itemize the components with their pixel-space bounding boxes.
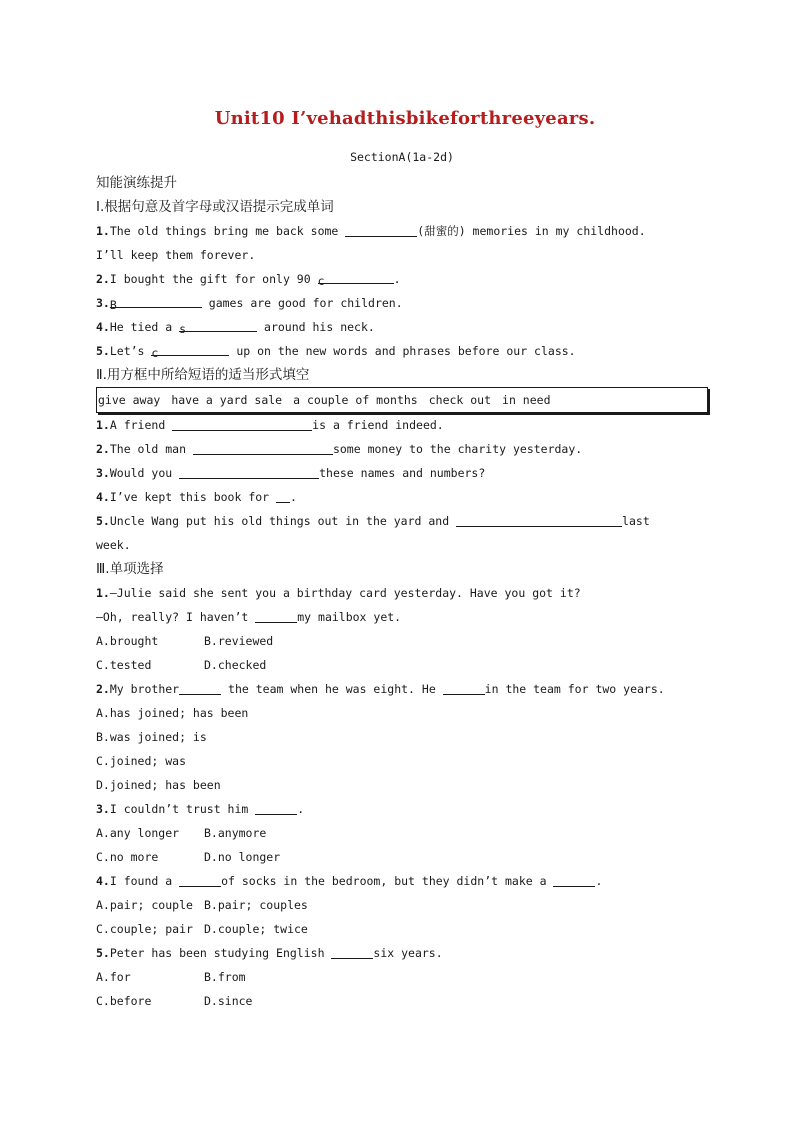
answer-blank[interactable] — [179, 680, 221, 695]
answer-blank[interactable] — [553, 872, 595, 887]
s1-question-4: 4.He tied a s around his neck. — [96, 315, 706, 339]
s3-question-5: 5.Peter has been studying English six years. — [96, 946, 443, 960]
s3-question-4: 4.I found a of socks in the bedroom, but they didn’t make a . — [96, 874, 603, 888]
question-number: 4. — [96, 874, 110, 888]
s1-question-1: 1.The old things bring me back some (甜蜜的) memories in my childhood. — [96, 224, 646, 238]
option-d[interactable]: D.joined; has been — [96, 778, 221, 792]
s3-question-3: 3.I couldn’t trust him . — [96, 802, 305, 816]
option-d[interactable]: D.checked — [204, 658, 267, 672]
main-heading: 知能演练提升 — [96, 175, 177, 191]
initial-letter: c — [317, 274, 325, 288]
question-number: 5. — [96, 946, 110, 960]
answer-blank[interactable] — [179, 464, 319, 479]
options-row — [96, 821, 706, 845]
s3-question-2: 2.My brother the team when he was eight. He in the team for two years. — [96, 682, 665, 696]
answer-blank[interactable] — [443, 680, 485, 695]
answer-blank[interactable] — [276, 488, 290, 503]
s2-question-5-cont: week. — [96, 538, 131, 552]
s3-question-1: 1.—Julie said she sent you a birthday card yesterday. Have you got it? — [96, 586, 581, 600]
phrase-item: check out — [428, 393, 492, 407]
question-number: 1. — [96, 224, 110, 238]
s2-question-1: 1.A friend is a friend indeed. — [96, 418, 444, 432]
option-d[interactable]: D.couple; twice — [204, 922, 308, 936]
options-row — [96, 965, 706, 989]
option-c[interactable]: C.no more — [96, 850, 159, 864]
options-row — [96, 845, 706, 869]
question-number: 2. — [96, 442, 110, 456]
options-row — [96, 653, 706, 677]
chinese-hint: (甜蜜的) — [417, 224, 466, 238]
option-a[interactable]: A.brought — [96, 634, 159, 648]
answer-blank[interactable] — [179, 317, 257, 336]
option-c[interactable]: C.couple; pair — [96, 922, 193, 936]
phrase-box — [96, 387, 708, 413]
s2-question-3: 3.Would you these names and numbers? — [96, 466, 486, 480]
option-a[interactable]: A.has joined; has been — [96, 706, 249, 720]
answer-blank[interactable] — [255, 800, 297, 815]
worksheet-content — [96, 171, 706, 1013]
question-number: 4. — [96, 320, 110, 334]
s2-question-4: 4.I’ve kept this book for . — [96, 490, 297, 504]
s2-question-5: 5.Uncle Wang put his old things out in the yard and last — [96, 514, 650, 528]
question-number: 3. — [96, 466, 110, 480]
question-number: 2. — [96, 272, 110, 286]
question-number: 3. — [96, 802, 110, 816]
section2-heading: Ⅱ.用方框中所给短语的适当形式填空 — [96, 367, 310, 383]
option-d[interactable]: D.since — [204, 994, 253, 1008]
question-number: 4. — [96, 490, 110, 504]
section-subtitle: SectionA(1a-2d) — [350, 150, 454, 164]
section1-heading: Ⅰ.根据句意及首字母或汉语提示完成单词 — [96, 199, 334, 215]
option-b[interactable]: B.pair; couples — [204, 898, 308, 912]
initial-letter: B — [109, 298, 117, 312]
answer-blank[interactable] — [456, 512, 622, 527]
option-b[interactable]: B.reviewed — [204, 634, 274, 648]
option-b[interactable]: B.anymore — [204, 826, 267, 840]
option-c[interactable]: C.joined; was — [96, 754, 187, 768]
s1-question-1-cont: I’ll keep them forever. — [96, 248, 256, 262]
s1-question-5: 5.Let’s c up on the new words and phrases before our class. — [96, 339, 706, 363]
option-a[interactable]: A.pair; couple — [96, 898, 193, 912]
option-b[interactable]: B.from — [204, 970, 246, 984]
phrase-item: a couple of months — [293, 393, 418, 407]
option-d[interactable]: D.no longer — [204, 850, 281, 864]
question-number: 1. — [96, 586, 110, 600]
phrase-item: in need — [502, 393, 551, 407]
question-number: 1. — [96, 418, 110, 432]
question-number: 5. — [96, 514, 110, 528]
question-number: 2. — [96, 682, 110, 696]
options-row — [96, 893, 706, 917]
phrase-item: have a yard sale — [171, 393, 283, 407]
option-c[interactable]: C.before — [96, 994, 152, 1008]
answer-blank[interactable] — [151, 341, 229, 360]
options-row — [96, 989, 706, 1013]
option-b[interactable]: B.was joined; is — [96, 730, 207, 744]
question-number: 3. — [96, 296, 110, 310]
s1-question-2: 2.I bought the gift for only 90 c . — [96, 267, 706, 291]
s3-question-1-cont: —Oh, really? I haven’t my mailbox yet. — [96, 610, 402, 624]
options-row — [96, 917, 706, 941]
s1-question-3: 3.B games are good for children. — [96, 291, 706, 315]
phrase-item: give away — [98, 393, 161, 407]
answer-blank[interactable] — [179, 872, 221, 887]
initial-letter: s — [179, 322, 187, 336]
answer-blank[interactable] — [331, 944, 373, 959]
answer-blank[interactable] — [109, 293, 202, 312]
answer-blank[interactable] — [193, 440, 333, 455]
s2-question-2: 2.The old man some money to the charity yesterday. — [96, 442, 583, 456]
option-c[interactable]: C.tested — [96, 658, 152, 672]
option-a[interactable]: A.for — [96, 970, 131, 984]
answer-blank[interactable] — [255, 608, 297, 623]
section3-heading: Ⅲ.单项选择 — [96, 561, 164, 577]
question-number: 5. — [96, 344, 110, 358]
page-title: Unit10 I’vehadthisbikeforthreeyears. — [214, 108, 596, 129]
answer-blank[interactable] — [317, 269, 394, 288]
answer-blank[interactable] — [172, 416, 312, 431]
initial-letter: c — [151, 346, 159, 360]
options-row — [96, 629, 706, 653]
option-a[interactable]: A.any longer — [96, 826, 180, 840]
answer-blank[interactable] — [345, 222, 417, 237]
